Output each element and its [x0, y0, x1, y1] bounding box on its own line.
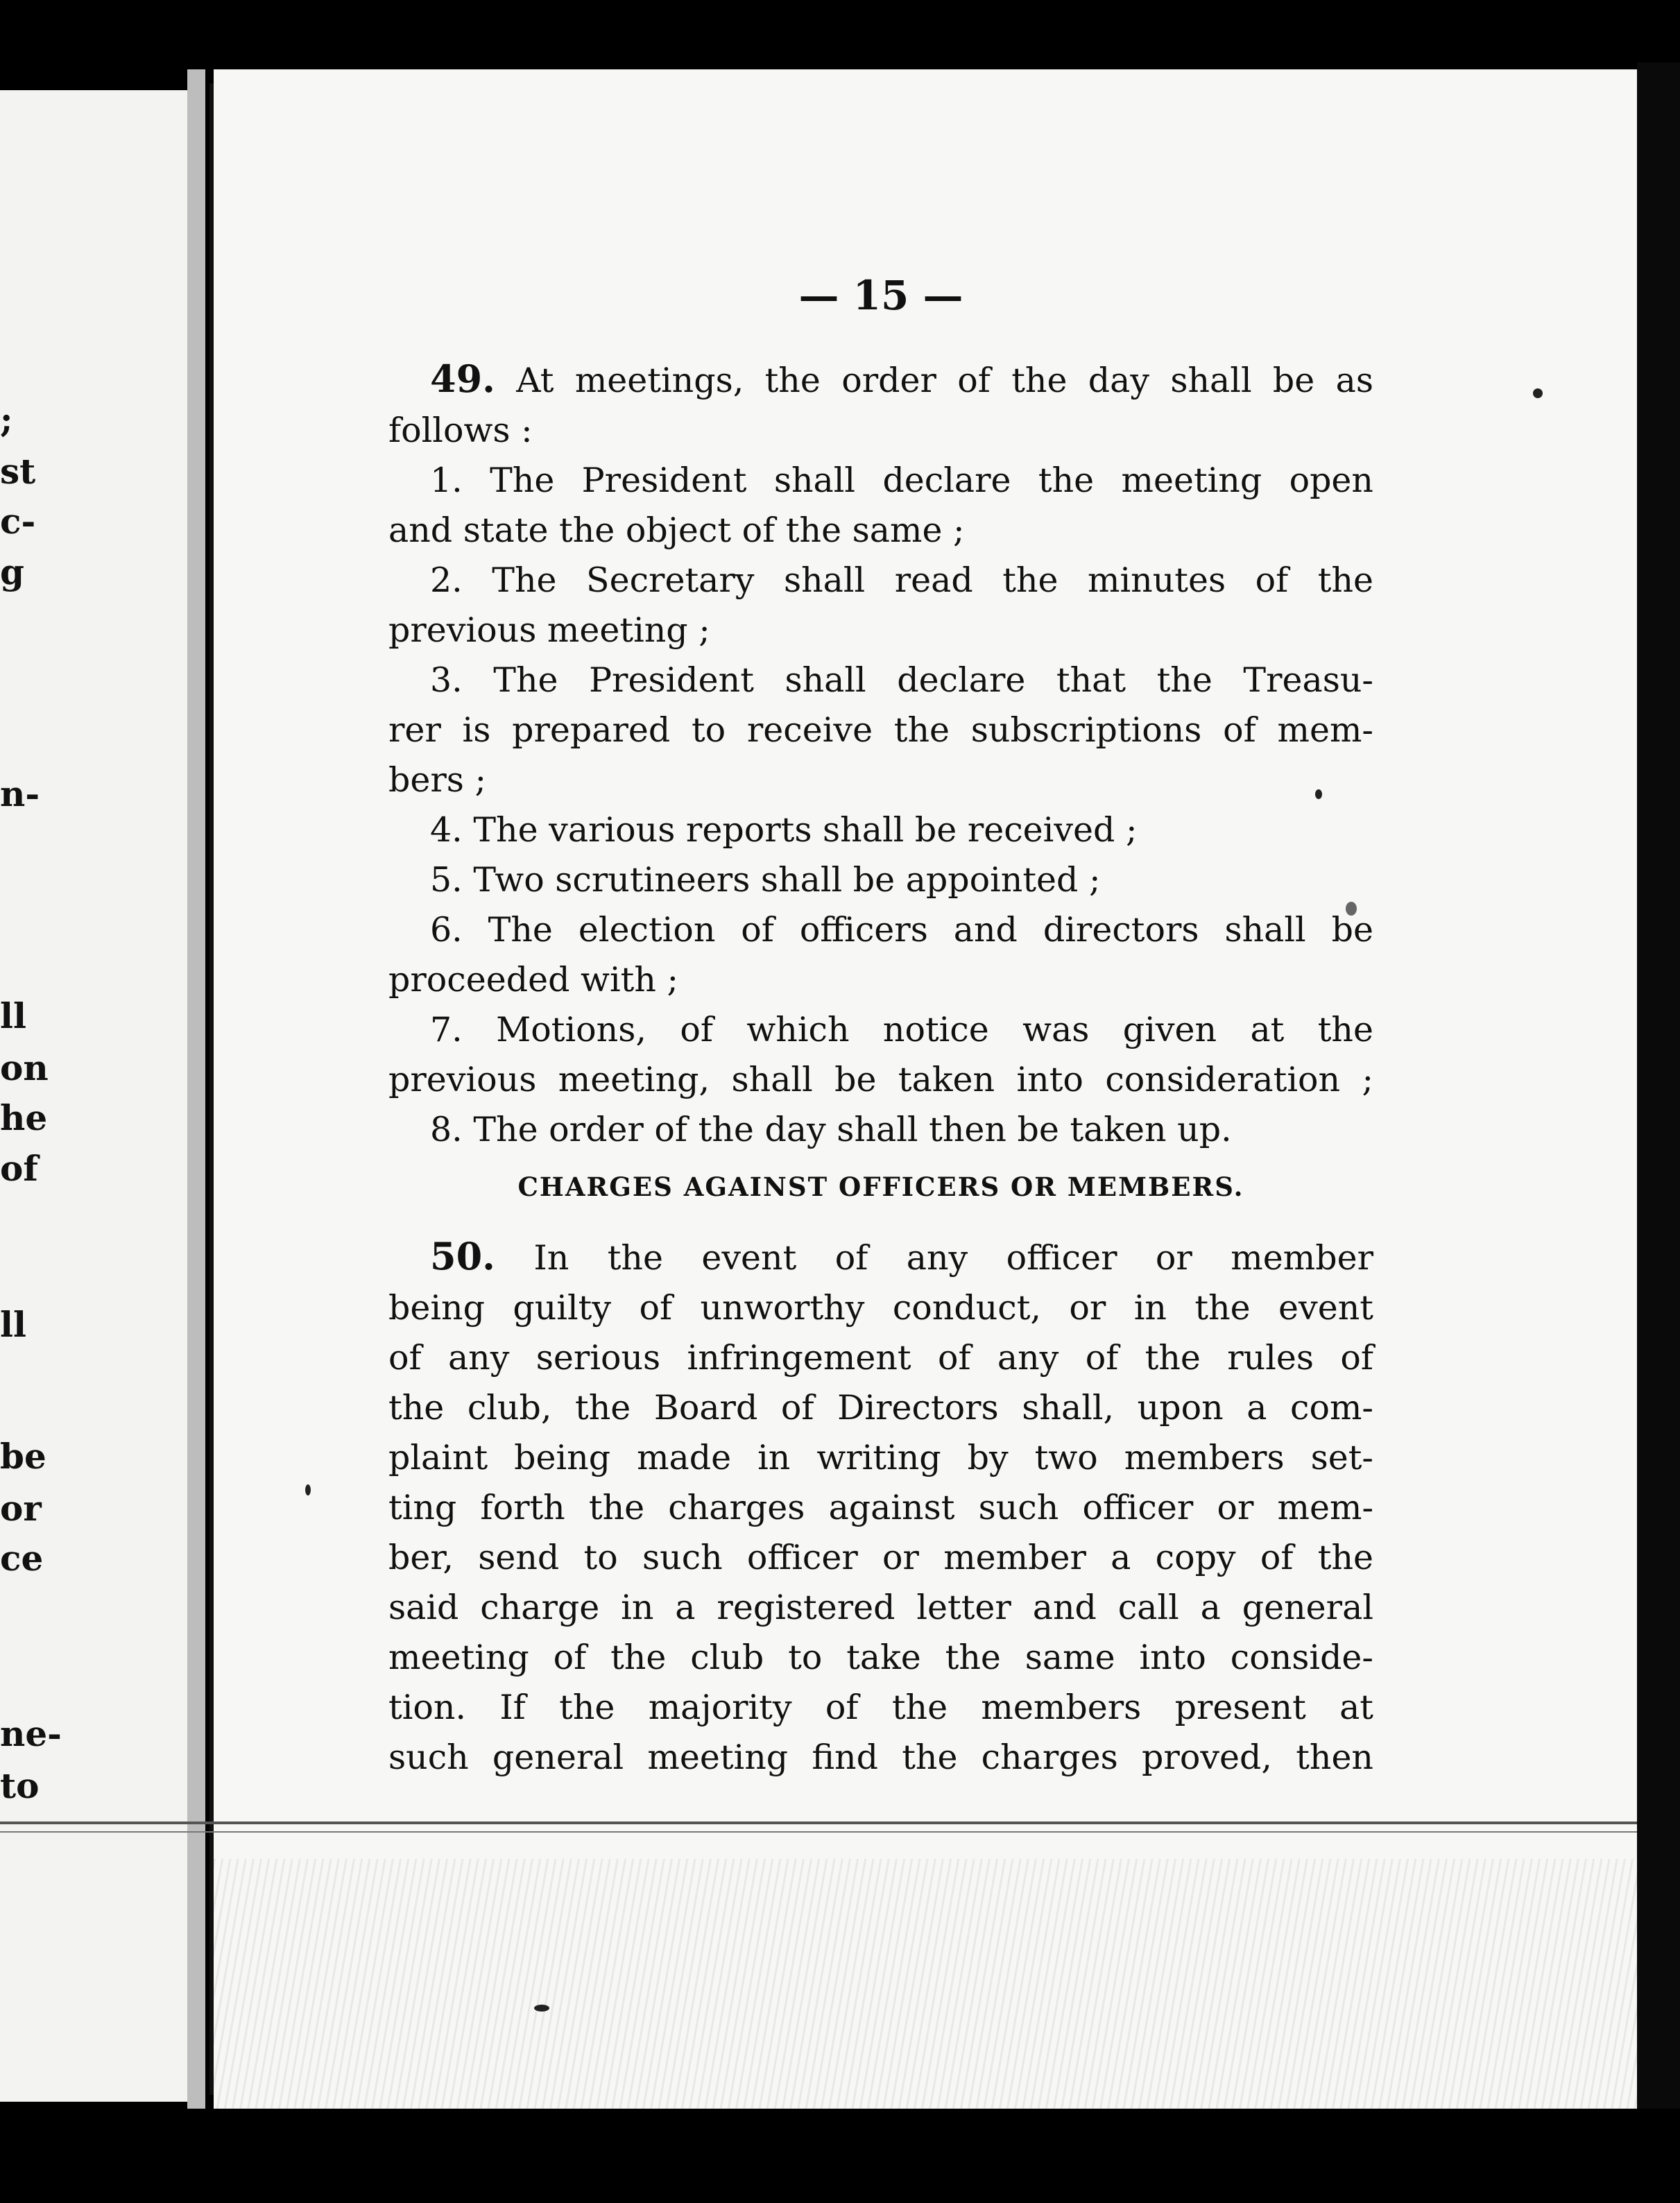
left-fragment: c-: [0, 501, 36, 542]
text-line: plaint being made in writing by two members set-: [388, 1438, 1373, 1477]
text-line: previous meeting ;: [388, 610, 710, 650]
left-fragment: ll: [0, 1304, 26, 1345]
text-line: rer is prepared to receive the subscriptions of mem-: [388, 710, 1373, 750]
text-line: such general meeting find the charges proved, then: [388, 1738, 1373, 1777]
text-line: of any serious infringement of any of the rules of: [388, 1338, 1373, 1378]
left-fragment: to: [0, 1765, 40, 1806]
text-line: tion. If the majority of the members present at: [388, 1688, 1373, 1727]
text-line: 5. Two scrutineers shall be appointed ;: [430, 860, 1101, 900]
text-line: bers ;: [388, 760, 487, 800]
text-line: previous meeting, shall be taken into consideration ;: [388, 1060, 1373, 1099]
left-fragment: st: [0, 451, 36, 492]
left-page-edge: [0, 90, 187, 2102]
page-number: — 15 —: [798, 272, 963, 319]
text-line: ber, send to such officer or member a copy of the: [388, 1538, 1373, 1577]
left-fragment: of: [0, 1148, 38, 1189]
text-line: 7. Motions, of which notice was given at the: [430, 1010, 1373, 1049]
left-fragment: be: [0, 1436, 46, 1477]
text-line: being guilty of unworthy conduct, or in the event: [388, 1288, 1373, 1328]
text-line: said charge in a registered letter and call a general: [388, 1588, 1373, 1627]
text-line: 4. The various reports shall be received ;: [430, 810, 1138, 850]
section-number: 50.: [430, 1234, 495, 1278]
text-line: 6. The election of officers and directors shall be: [430, 910, 1373, 950]
right-page-edge: [1637, 62, 1680, 2136]
left-fragment: on: [0, 1047, 49, 1088]
scan-border-bottom: [0, 2109, 1680, 2203]
text-line: and state the object of the same ;: [388, 511, 965, 550]
scan-artifact-line: [0, 1821, 1637, 1824]
left-fragment: ce: [0, 1538, 44, 1579]
text-line: 49. At meetings, the order of the day shall be as: [430, 357, 1373, 401]
left-fragment: n-: [0, 773, 40, 814]
text-line: 50. In the event of any officer or member: [430, 1234, 1373, 1278]
speck: [1533, 388, 1543, 398]
left-fragment: ;: [0, 399, 13, 440]
speck: [305, 1484, 311, 1495]
speck: [534, 2005, 549, 2012]
paper-grain: [214, 1859, 1637, 2109]
text-line: 3. The President shall declare that the Treasu-: [430, 660, 1373, 700]
text-line: ting forth the charges against such officer or mem-: [388, 1488, 1373, 1527]
left-fragment: ll: [0, 995, 26, 1036]
text-line: meeting of the club to take the same into conside-: [388, 1638, 1373, 1677]
text-line: 1. The President shall declare the meeting open: [430, 461, 1373, 500]
text-line: 8. The order of the day shall then be taken up.: [430, 1110, 1232, 1149]
left-fragment: g: [0, 551, 24, 592]
left-fragment: he: [0, 1097, 48, 1138]
page-text: [388, 271, 1373, 1783]
section-heading: CHARGES AGAINST OFFICERS OR MEMBERS.: [517, 1172, 1244, 1202]
text-line: follows :: [388, 411, 533, 450]
left-fragment: or: [0, 1488, 42, 1529]
text-line: 2. The Secretary shall read the minutes of the: [430, 560, 1373, 600]
text-line: proceeded with ;: [388, 960, 678, 1000]
text-line: the club, the Board of Directors shall, upon a com-: [388, 1388, 1373, 1428]
book-gutter: [187, 69, 205, 2116]
section-number: 49.: [430, 357, 495, 401]
scan-artifact-line: [0, 1831, 1637, 1833]
left-fragment: ne-: [0, 1713, 62, 1754]
